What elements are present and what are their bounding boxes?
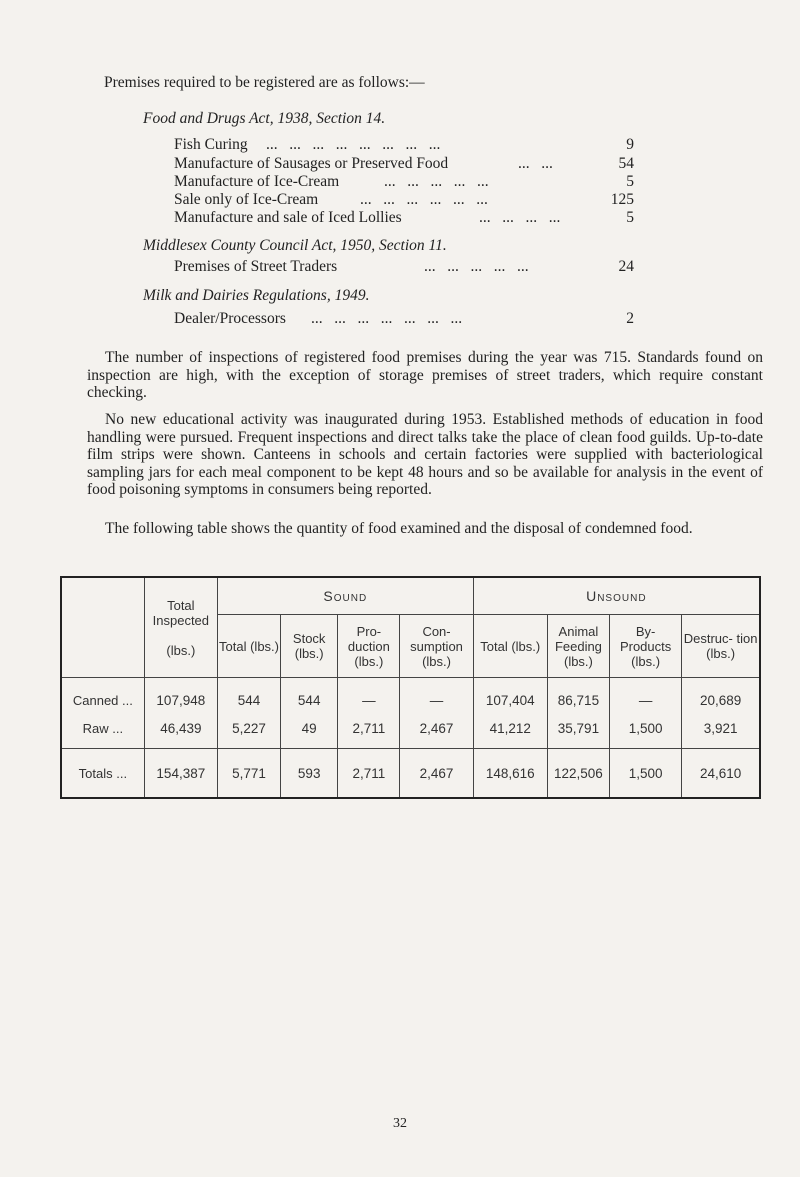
paragraph-text: The following table shows the quantity of food examined and the disposal of condemned food.: [105, 520, 693, 537]
page-number: 32: [393, 1116, 407, 1131]
list-item: [174, 136, 634, 154]
paragraph-text: The number of inspections of registered food premises during the year was 715. Standards found on inspection are high, with the exception of storage premises of street traders, which require constant checking.: [87, 349, 763, 401]
column-header: Stock (lbs.): [281, 615, 338, 678]
table-cell: 41,212: [473, 708, 547, 749]
food-examined-table: [60, 576, 761, 842]
table-cell: 46,439: [144, 708, 217, 749]
entry-label: Premises of Street Traders: [174, 258, 338, 275]
entry-label: Sale only of Ice-Cream: [174, 191, 319, 208]
entry-label: Manufacture of Ice-Cream: [174, 173, 340, 190]
table-cell: 24,610: [682, 749, 760, 799]
unsound-group-header: Unsound: [473, 577, 760, 615]
entry-label: Fish Curing: [174, 136, 248, 153]
list-item: [174, 310, 634, 328]
table-cell: 1,500: [610, 708, 682, 749]
table-cell: 154,387: [144, 749, 217, 799]
table-cell: 86,715: [547, 678, 609, 709]
paragraph-education: [87, 411, 763, 499]
entry-label: Manufacture of Sausages or Preserved Food: [174, 155, 449, 172]
entry-count: 24: [618, 258, 634, 275]
act-title-middlesex: Middlesex County Council Act, 1950, Section 11.: [143, 237, 447, 254]
table-cell: 5,771: [217, 749, 280, 799]
table-cell: 544: [281, 678, 338, 709]
list-item: [174, 173, 634, 191]
table-cell: 2,711: [338, 708, 400, 749]
column-header: Total (lbs.): [217, 615, 280, 678]
paragraph-inspections: [87, 349, 763, 402]
column-header: Total (lbs.): [473, 615, 547, 678]
leader-dots: ... ... ... ... ...: [424, 258, 529, 275]
entry-count: 9: [626, 136, 634, 153]
list-item: [174, 191, 634, 209]
table-cell: 1,500: [610, 749, 682, 799]
table-cell: —: [400, 678, 473, 709]
leader-dots: ... ... ... ... ... ... ...: [311, 310, 463, 327]
entry-label: Dealer/Processors: [174, 310, 286, 327]
total-inspected-header: [144, 577, 217, 678]
row-label: Canned ...: [61, 678, 144, 709]
entry-count: 54: [618, 155, 634, 172]
list-item: [174, 209, 634, 227]
act-title-milk-dairies: Milk and Dairies Regulations, 1949.: [143, 287, 370, 304]
leader-dots: ... ... ... ... ... ... ... ...: [266, 136, 441, 153]
table-row-totals: [61, 749, 760, 799]
list-item: [174, 155, 634, 173]
table-cell: 49: [281, 708, 338, 749]
table-row: [61, 678, 760, 709]
leader-dots: ... ... ... ...: [479, 209, 561, 226]
table-cell: —: [338, 678, 400, 709]
leader-dots: ... ... ... ... ...: [384, 173, 489, 190]
entry-count: 5: [626, 173, 634, 190]
table-cell: 107,948: [144, 678, 217, 709]
table-cell: 3,921: [682, 708, 760, 749]
table-cell: 593: [281, 749, 338, 799]
column-header: Animal Feeding (lbs.): [547, 615, 609, 678]
table-cell: 148,616: [473, 749, 547, 799]
table-cell: 2,467: [400, 708, 473, 749]
entry-count: 2: [626, 310, 634, 327]
paragraph-table-intro: [87, 520, 763, 538]
list-item: [174, 258, 634, 276]
column-header: Con- sumption (lbs.): [400, 615, 473, 678]
entry-count: 125: [610, 191, 634, 208]
row-label-header: [61, 577, 144, 678]
table-cell: 122,506: [547, 749, 609, 799]
intro-line: Premises required to be registered are as follows:—: [104, 74, 425, 91]
leader-dots: ... ... ... ... ... ...: [360, 191, 488, 208]
leader-dots: ... ...: [518, 155, 553, 172]
table-cell: 35,791: [547, 708, 609, 749]
table-cell: 5,227: [217, 708, 280, 749]
column-header: Destruc- tion (lbs.): [682, 615, 760, 678]
row-label: Totals ...: [61, 749, 144, 799]
table-cell: 107,404: [473, 678, 547, 709]
row-label: Raw ...: [61, 708, 144, 749]
act-title-food-drugs: Food and Drugs Act, 1938, Section 14.: [143, 110, 386, 127]
table-cell: —: [610, 678, 682, 709]
table-cell: 2,711: [338, 749, 400, 799]
table-row: [61, 708, 760, 749]
entry-count: 5: [626, 209, 634, 226]
sound-group-header: Sound: [217, 577, 473, 615]
entry-label: Manufacture and sale of Iced Lollies: [174, 209, 402, 226]
column-header: Pro- duction (lbs.): [338, 615, 400, 678]
paragraph-text: No new educational activity was inaugurated during 1953. Established methods of education in food handling were pursued. Frequent inspections and direct talks take the place of clean food guilds. Up-to-date film strips were shown. Canteens in schools and certain factories were supplied with bacteriological sampling jars for each meal component to be kept 48 hours and so be available for analysis in the event of food poisoning symptoms in consumers being reported.: [87, 411, 763, 498]
table-cell: 544: [217, 678, 280, 709]
table-cell: 2,467: [400, 749, 473, 799]
column-header: By- Products (lbs.): [610, 615, 682, 678]
header-text: Total Inspected: [152, 597, 210, 628]
table-cell: 20,689: [682, 678, 760, 709]
header-unit: (lbs.): [166, 642, 196, 658]
